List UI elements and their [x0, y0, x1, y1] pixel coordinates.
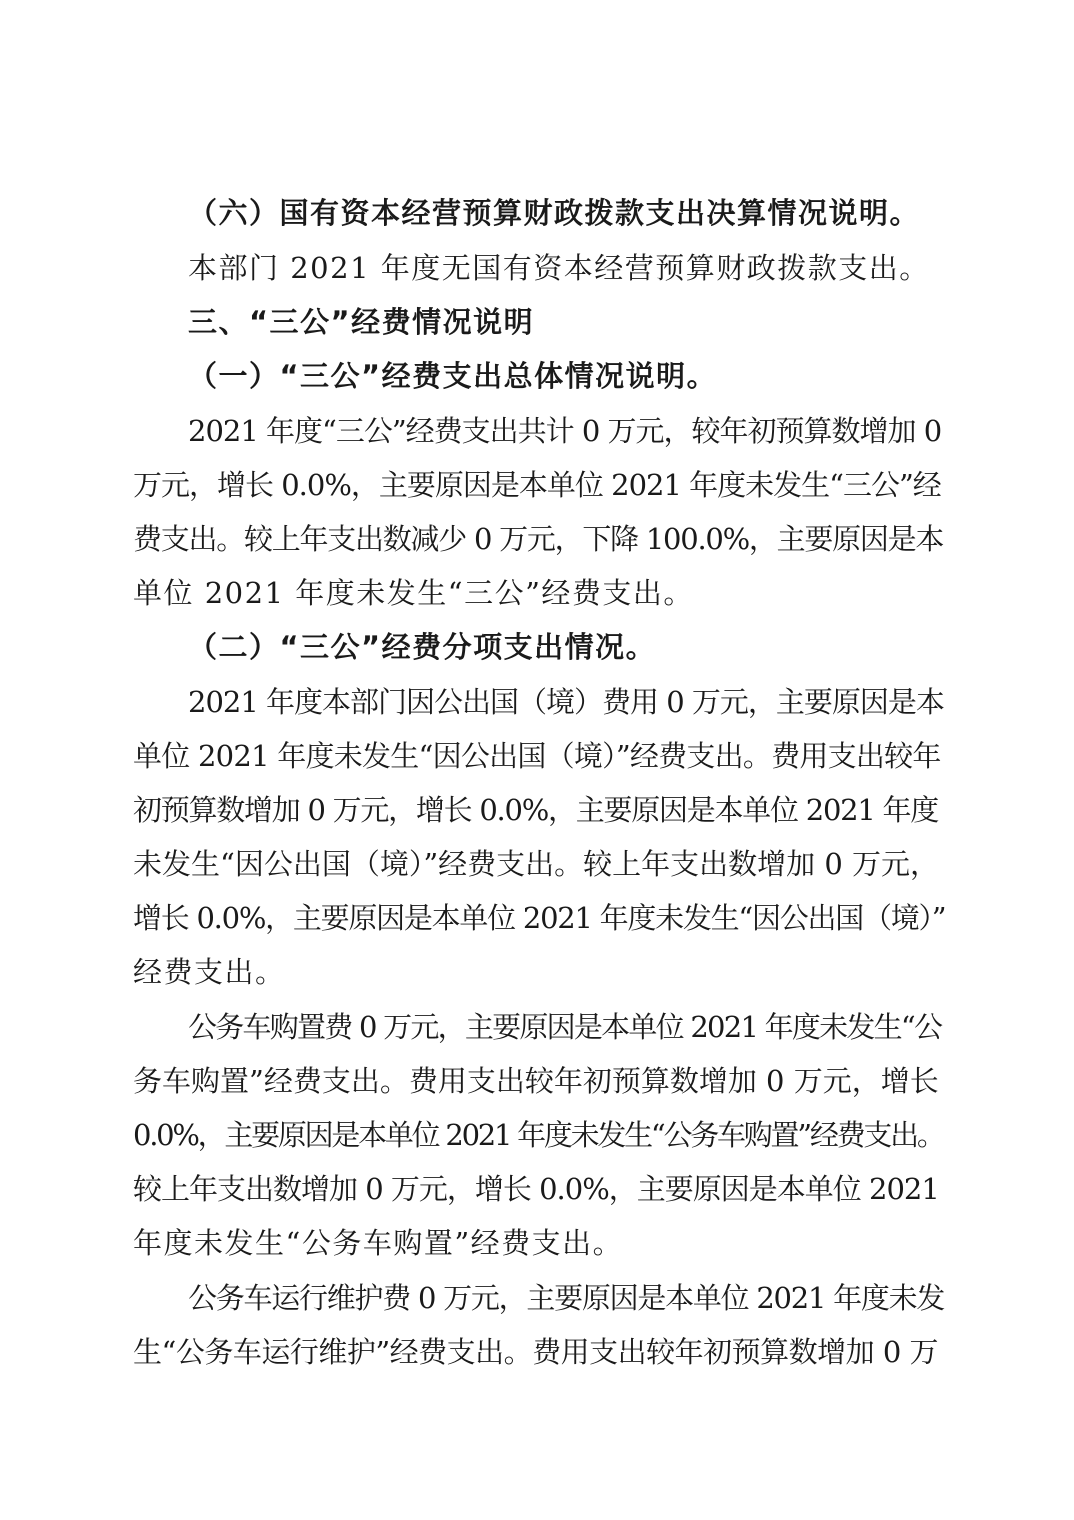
paragraph-line: 增长 0.0%，主要原因是本单位 2021 年度未发生“因公出国（境）” — [133, 901, 946, 935]
paragraph-line: 未发生“因公出国（境）”经费支出。较上年支出数增加 0 万元， — [133, 847, 940, 881]
paragraph-line: 0.0%，主要原因是本单位 2021 年度未发生“公务车购置”经费支出。 — [133, 1118, 944, 1152]
subsection-1-heading: （一）“三公”经费支出总体情况说明。 — [188, 359, 718, 393]
paragraph-line: 初预算数增加 0 万元，增长 0.0%，主要原因是本单位 2021 年度 — [133, 793, 939, 827]
paragraph-line: 生“公务车运行维护”经费支出。费用支出较年初预算数增加 0 万 — [133, 1335, 939, 1369]
paragraph-line: 费支出。较上年支出数减少 0 万元，下降 100.0%，主要原因是本 — [133, 522, 944, 556]
paragraph-line: 较上年支出数增加 0 万元，增长 0.0%，主要原因是本单位 2021 — [133, 1172, 939, 1206]
paragraph-line: 公务车购置费 0 万元，主要原因是本单位 2021 年度未发生“公 — [188, 1010, 942, 1044]
paragraph-line: 单位 2021 年度未发生“三公”经费支出。 — [133, 576, 694, 610]
section-3-heading: 三、“三公”经费情况说明 — [188, 305, 535, 339]
paragraph-line: 经费支出。 — [133, 955, 286, 989]
paragraph-line: 单位 2021 年度未发生“因公出国（境）”经费支出。费用支出较年 — [133, 739, 941, 773]
section-6-body: 本部门 2021 年度无国有资本经营预算财政拨款支出。 — [188, 251, 930, 285]
paragraph-line: 万元，增长 0.0%，主要原因是本单位 2021 年度未发生“三公”经 — [133, 468, 941, 502]
paragraph-line: 公务车运行维护费 0 万元，主要原因是本单位 2021 年度未发 — [188, 1281, 945, 1315]
paragraph-line: 年度未发生“公务车购置”经费支出。 — [133, 1226, 624, 1260]
subsection-2-heading: （二）“三公”经费分项支出情况。 — [188, 630, 657, 664]
paragraph-line: 2021 年度“三公”经费支出共计 0 万元，较年初预算数增加 0 — [188, 414, 942, 448]
section-6-heading: （六）国有资本经营预算财政拨款支出决算情况说明。 — [188, 196, 921, 230]
paragraph-line: 务车购置”经费支出。费用支出较年初预算数增加 0 万元，增长 — [133, 1064, 939, 1098]
paragraph-line: 2021 年度本部门因公出国（境）费用 0 万元，主要原因是本 — [188, 685, 944, 719]
